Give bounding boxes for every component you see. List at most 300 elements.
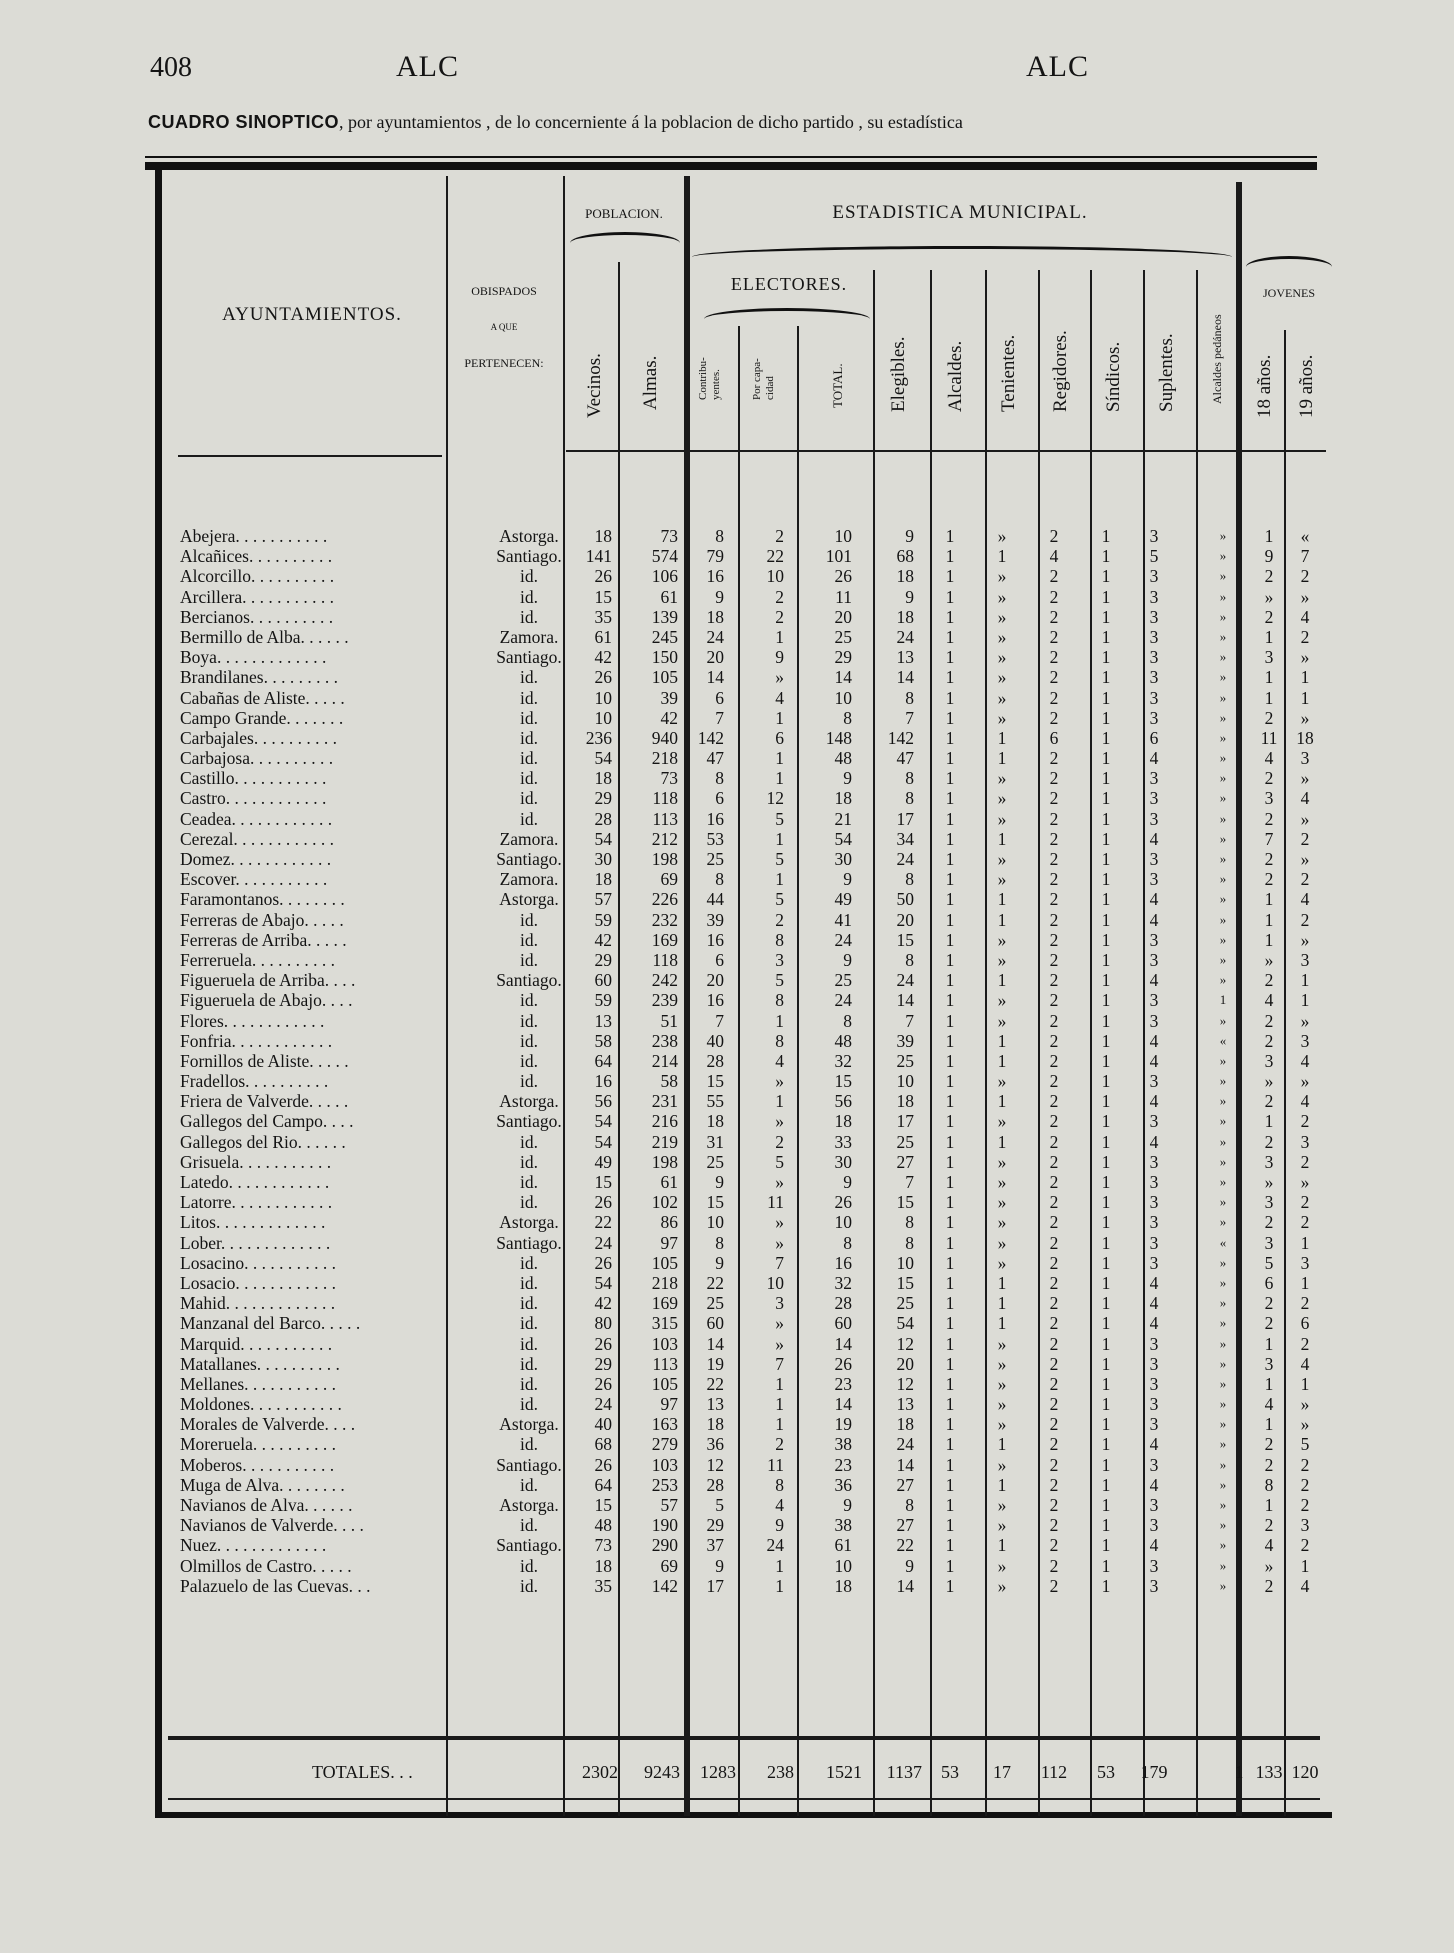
- elegibles: 9: [905, 586, 914, 607]
- alcaldes-pedaneos: »: [1219, 1396, 1227, 1412]
- municipality-name: Nuez. . . . . . . . . . . . .: [180, 1535, 327, 1556]
- contribuyentes: 13: [706, 1394, 724, 1415]
- almas: 97: [660, 1232, 678, 1253]
- regidores: 2: [1049, 1333, 1059, 1354]
- regidores: 2: [1049, 1575, 1059, 1596]
- suplentes: 4: [1149, 970, 1159, 991]
- por-capacidad: 1: [775, 1373, 784, 1394]
- elegibles: 27: [896, 1474, 914, 1495]
- municipality-name: Faramontanos. . . . . . . .: [180, 889, 345, 910]
- vecinos: 59: [594, 990, 612, 1011]
- municipality-name: Matallanes. . . . . . . . . .: [180, 1353, 340, 1374]
- municipality-name: Losacio. . . . . . . . . . . .: [180, 1272, 337, 1293]
- almas: 242: [651, 970, 678, 991]
- almas: 232: [651, 909, 678, 930]
- suplentes: 3: [1149, 1252, 1159, 1273]
- elegibles: 68: [896, 546, 914, 567]
- header-obispados-1: OBISPADOS: [471, 284, 537, 298]
- table-row: [172, 910, 1332, 930]
- tenientes: 1: [997, 1272, 1007, 1293]
- municipality-name: Escover. . . . . . . . . . .: [180, 869, 328, 890]
- alcaldes: 1: [945, 1373, 955, 1394]
- vecinos: 10: [594, 687, 612, 708]
- tenientes: »: [997, 526, 1007, 546]
- jovenes-18: 8: [1264, 1474, 1274, 1495]
- table-row: [172, 869, 1332, 889]
- electores-total: 14: [834, 667, 852, 688]
- almas: 940: [651, 727, 678, 748]
- jovenes-18: 1: [1264, 667, 1274, 688]
- almas: 103: [651, 1454, 678, 1475]
- table-row: [172, 1354, 1332, 1374]
- tenientes: »: [997, 1575, 1007, 1596]
- por-capacidad: 8: [775, 929, 784, 950]
- table-row: [172, 1394, 1332, 1414]
- header-19-anos: 19 años.: [1296, 354, 1317, 418]
- municipality-name: Arcillera. . . . . . . . . . .: [180, 586, 335, 607]
- sindicos: 1: [1101, 1071, 1111, 1092]
- tenientes: »: [997, 687, 1007, 708]
- table-row: [172, 1556, 1332, 1576]
- table-row: [172, 1192, 1332, 1212]
- jovenes-19: 2: [1300, 626, 1310, 647]
- contribuyentes: 20: [706, 970, 724, 991]
- electores-total: 18: [834, 788, 852, 809]
- jovenes-18: 2: [1264, 1575, 1274, 1596]
- suplentes: 3: [1149, 687, 1159, 708]
- por-capacidad: 1: [775, 1010, 784, 1031]
- contribuyentes: 25: [706, 1151, 724, 1172]
- por-capacidad: 1: [775, 1091, 784, 1112]
- obispado: id.: [520, 788, 538, 809]
- alcaldes-pedaneos: »: [1219, 709, 1227, 725]
- table-row: [172, 1475, 1332, 1495]
- obispado: Santiago.: [496, 1232, 562, 1253]
- suplentes: 3: [1149, 606, 1159, 627]
- alcaldes-pedaneos: »: [1219, 1537, 1227, 1553]
- contribuyentes: 9: [715, 1252, 724, 1273]
- jovenes-18: 2: [1264, 1091, 1274, 1112]
- municipality-name: Morales de Valverde. . . .: [180, 1414, 356, 1435]
- table-row: [172, 849, 1332, 869]
- contribuyentes: 16: [706, 929, 724, 950]
- electores-total: 36: [834, 1474, 852, 1495]
- table-row: [172, 1152, 1332, 1172]
- obispado: id.: [520, 1555, 538, 1576]
- sindicos: 1: [1101, 1010, 1111, 1031]
- jovenes-18: 3: [1264, 647, 1274, 668]
- jovenes-19: »: [1300, 1414, 1310, 1435]
- contribuyentes: 29: [706, 1515, 724, 1536]
- total-elegibles: 1137: [886, 1762, 922, 1782]
- jovenes-19: »: [1300, 586, 1310, 607]
- sindicos: 1: [1101, 1151, 1111, 1172]
- table-row: [172, 1434, 1332, 1454]
- por-capacidad: »: [775, 1212, 784, 1233]
- jovenes-19: 2: [1300, 909, 1310, 930]
- alcaldes-pedaneos: »: [1219, 1416, 1227, 1432]
- header-contribuyentes-1: Contribu-: [697, 357, 709, 400]
- vecinos: 61: [594, 626, 612, 647]
- tenientes: 1: [997, 1293, 1007, 1314]
- vecinos: 26: [594, 1252, 612, 1273]
- table-title-rest: , por ayuntamientos , de lo concerniente á la poblacion de dicho partido , su estadística: [339, 112, 963, 132]
- tenientes: 1: [997, 1434, 1007, 1455]
- contribuyentes: 22: [706, 1272, 724, 1293]
- obispado: id.: [520, 1151, 538, 1172]
- jovenes-18: 2: [1264, 849, 1274, 869]
- vecinos: 30: [594, 849, 612, 869]
- header-capacidad-1: Por capa-: [751, 358, 763, 400]
- jovenes-19: 1: [1300, 1373, 1310, 1394]
- table-row: [172, 1535, 1332, 1555]
- vecinos: 18: [594, 768, 612, 789]
- regidores: 2: [1049, 1434, 1059, 1455]
- alcaldes-pedaneos: »: [1219, 1153, 1227, 1169]
- tenientes: »: [997, 869, 1007, 890]
- alcaldes-pedaneos: »: [1219, 1375, 1227, 1391]
- obispado: id.: [520, 1050, 538, 1071]
- municipality-name: Domez. . . . . . . . . . . .: [180, 849, 332, 869]
- electores-total: 26: [834, 1192, 852, 1213]
- electores-total: 9: [843, 768, 852, 789]
- contribuyentes: 19: [706, 1353, 724, 1374]
- electores-total: 10: [834, 526, 852, 546]
- vecinos: 80: [594, 1313, 612, 1334]
- jovenes-19: 1: [1300, 1272, 1310, 1293]
- jovenes-19: 3: [1300, 949, 1310, 970]
- por-capacidad: »: [775, 1232, 784, 1253]
- por-capacidad: 2: [775, 1131, 784, 1152]
- tenientes: »: [997, 647, 1007, 668]
- jovenes-18: 3: [1264, 1050, 1274, 1071]
- vecinos: 64: [594, 1474, 612, 1495]
- header-estadistica: ESTADISTICA MUNICIPAL.: [832, 202, 1088, 223]
- almas: 105: [651, 1373, 678, 1394]
- jovenes-18: 1: [1264, 626, 1274, 647]
- sindicos: 1: [1101, 1232, 1111, 1253]
- tenientes: »: [997, 626, 1007, 647]
- jovenes-18: 1: [1264, 889, 1274, 910]
- jovenes-19: 5: [1300, 1434, 1310, 1455]
- alcaldes: 1: [945, 606, 955, 627]
- tenientes: »: [997, 1373, 1007, 1394]
- almas: 226: [651, 889, 678, 910]
- alcaldes-pedaneos: »: [1219, 628, 1227, 644]
- tenientes: 1: [997, 1030, 1007, 1051]
- elegibles: 10: [896, 1252, 914, 1273]
- total-tenientes: 17: [993, 1762, 1011, 1782]
- jovenes-19: »: [1300, 1394, 1310, 1415]
- municipality-name: Litos. . . . . . . . . . . . .: [180, 1212, 326, 1233]
- por-capacidad: 1: [775, 707, 784, 728]
- regidores: 4: [1049, 546, 1059, 567]
- por-capacidad: 1: [775, 1555, 784, 1576]
- jovenes-18: 11: [1260, 727, 1278, 748]
- elegibles: 54: [896, 1313, 914, 1334]
- almas: 102: [651, 1192, 678, 1213]
- jovenes-18: 2: [1264, 606, 1274, 627]
- contribuyentes: 9: [715, 586, 724, 607]
- jovenes-19: 2: [1300, 1454, 1310, 1475]
- suplentes: 3: [1149, 1495, 1159, 1515]
- table-row: [172, 1212, 1332, 1232]
- header-obispados-3: PERTENECEN:: [464, 356, 544, 370]
- suplentes: 3: [1149, 1555, 1159, 1576]
- elegibles: 13: [896, 1394, 914, 1415]
- regidores: 2: [1049, 1232, 1059, 1253]
- almas: 245: [651, 626, 678, 647]
- electores-total: 23: [834, 1373, 852, 1394]
- contribuyentes: 47: [706, 748, 724, 769]
- table-row: [172, 1374, 1332, 1394]
- table-row: [172, 889, 1332, 909]
- jovenes-18: 2: [1264, 1434, 1274, 1455]
- contribuyentes: 18: [706, 1111, 724, 1132]
- contribuyentes: 28: [706, 1050, 724, 1071]
- jovenes-19: »: [1300, 1010, 1310, 1031]
- alcaldes: 1: [945, 667, 955, 688]
- por-capacidad: 5: [775, 808, 784, 829]
- regidores: 2: [1049, 869, 1059, 890]
- tenientes: »: [997, 990, 1007, 1011]
- por-capacidad: 9: [775, 1515, 784, 1536]
- regidores: 2: [1049, 1192, 1059, 1213]
- almas: 118: [652, 788, 678, 809]
- jovenes-19: 2: [1300, 1495, 1310, 1515]
- vecinos: 58: [594, 1030, 612, 1051]
- suplentes: 3: [1149, 1212, 1159, 1233]
- elegibles: 18: [896, 606, 914, 627]
- table-row: [172, 587, 1332, 607]
- alcaldes-pedaneos: »: [1219, 830, 1227, 846]
- sindicos: 1: [1101, 929, 1111, 950]
- header-jovenes: JOVENES: [1262, 286, 1315, 300]
- alcaldes: 1: [945, 1293, 955, 1314]
- alcaldes: 1: [945, 1091, 955, 1112]
- suplentes: 3: [1149, 1071, 1159, 1092]
- municipality-name: Fornillos de Aliste. . . . .: [180, 1050, 349, 1071]
- header-poblacion: POBLACION.: [585, 206, 663, 221]
- municipality-name: Navianos de Alva. . . . . .: [180, 1495, 353, 1515]
- vecinos: 68: [594, 1434, 612, 1455]
- alcaldes: 1: [945, 1272, 955, 1293]
- sindicos: 1: [1101, 1091, 1111, 1112]
- sindicos: 1: [1101, 949, 1111, 970]
- municipality-name: Campo Grande. . . . . . .: [180, 707, 344, 728]
- jovenes-18: 3: [1264, 1151, 1274, 1172]
- municipality-name: Ferreruela. . . . . . . . . .: [180, 949, 336, 970]
- electores-total: 48: [834, 748, 852, 769]
- rule-header-data: [566, 450, 1326, 452]
- elegibles: 14: [896, 990, 914, 1011]
- suplentes: 4: [1149, 909, 1159, 930]
- suplentes: 4: [1149, 1313, 1159, 1334]
- alcaldes-pedaneos: »: [1219, 1113, 1227, 1129]
- regidores: 2: [1049, 1071, 1059, 1092]
- rule-totals-top: [168, 1736, 1320, 1740]
- sindicos: 1: [1101, 1474, 1111, 1495]
- jovenes-19: 4: [1300, 1050, 1310, 1071]
- header-vecinos: Vecinos.: [584, 353, 605, 418]
- contribuyentes: 15: [706, 1071, 724, 1092]
- obispado: Santiago.: [496, 1535, 562, 1556]
- jovenes-19: 2: [1300, 828, 1310, 849]
- table-row: [172, 970, 1332, 990]
- suplentes: 3: [1149, 768, 1159, 789]
- electores-total: 28: [834, 1293, 852, 1314]
- tenientes: »: [997, 1454, 1007, 1475]
- tenientes: »: [997, 1212, 1007, 1233]
- vecinos: 29: [594, 788, 612, 809]
- vecinos: 60: [594, 970, 612, 991]
- obispado: Zamora.: [499, 828, 559, 849]
- alcaldes-pedaneos: »: [1219, 951, 1227, 967]
- jovenes-19: 2: [1300, 869, 1310, 890]
- tenientes: 1: [997, 1050, 1007, 1071]
- almas: 150: [651, 647, 678, 668]
- obispado: id.: [520, 1333, 538, 1354]
- tenientes: »: [997, 586, 1007, 607]
- vecinos: 15: [594, 1172, 612, 1192]
- vecinos: 42: [594, 647, 612, 668]
- municipality-name: Carbajosa. . . . . . . . . .: [180, 748, 334, 769]
- jovenes-19: 6: [1300, 1313, 1310, 1334]
- suplentes: 3: [1149, 1515, 1159, 1536]
- total-almas: 9243: [644, 1762, 680, 1782]
- por-capacidad: 8: [775, 1030, 784, 1051]
- obispado: Santiago.: [496, 1111, 562, 1132]
- jovenes-18: 2: [1264, 707, 1274, 728]
- obispado: id.: [520, 748, 538, 769]
- total-suplentes: 179: [1140, 1762, 1168, 1782]
- regidores: 6: [1049, 727, 1059, 748]
- regidores: 2: [1049, 1293, 1059, 1314]
- regidores: 2: [1049, 1353, 1059, 1374]
- almas: 190: [651, 1515, 678, 1536]
- electores-total: 101: [825, 546, 852, 567]
- electores-total: 21: [834, 808, 852, 829]
- alcaldes: 1: [945, 1555, 955, 1576]
- por-capacidad: »: [775, 1333, 784, 1354]
- tenientes: »: [997, 606, 1007, 627]
- suplentes: 3: [1149, 990, 1159, 1011]
- table-row: [172, 1071, 1332, 1091]
- municipality-name: Abejera. . . . . . . . . . .: [180, 526, 328, 546]
- jovenes-18: 1: [1264, 1414, 1274, 1435]
- header-18-anos: 18 años.: [1254, 354, 1275, 418]
- municipality-name: Figueruela de Abajo. . . .: [180, 990, 353, 1011]
- elegibles: 24: [896, 970, 914, 991]
- por-capacidad: »: [775, 1071, 784, 1092]
- municipality-name: Fradellos. . . . . . . . . .: [180, 1071, 329, 1092]
- por-capacidad: 4: [775, 687, 784, 708]
- obispado: Zamora.: [499, 626, 559, 647]
- municipality-name: Losacino. . . . . . . . . . .: [180, 1252, 337, 1273]
- municipality-name: Muga de Alva. . . . . . . .: [180, 1474, 345, 1495]
- por-capacidad: 11: [767, 1192, 784, 1213]
- regidores: 2: [1049, 1172, 1059, 1192]
- contribuyentes: 10: [706, 1212, 724, 1233]
- jovenes-18: 2: [1264, 566, 1274, 587]
- por-capacidad: 4: [775, 1495, 784, 1515]
- tenientes: »: [997, 1232, 1007, 1253]
- table-row: [172, 1111, 1332, 1131]
- sindicos: 1: [1101, 526, 1111, 546]
- alcaldes: 1: [945, 1495, 955, 1515]
- alcaldes-pedaneos: »: [1219, 1073, 1227, 1089]
- header-almas: Almas.: [640, 355, 661, 410]
- sindicos: 1: [1101, 1515, 1111, 1536]
- regidores: 2: [1049, 687, 1059, 708]
- sindicos: 1: [1101, 1030, 1111, 1051]
- regidores: 2: [1049, 849, 1059, 869]
- header-electores: ELECTORES.: [730, 274, 848, 294]
- tenientes: »: [997, 788, 1007, 809]
- jovenes-19: 2: [1300, 1192, 1310, 1213]
- tenientes: »: [997, 1333, 1007, 1354]
- municipality-name: Boya. . . . . . . . . . . . .: [180, 647, 327, 668]
- por-capacidad: 4: [775, 1050, 784, 1071]
- municipality-name: Figueruela de Arriba. . . .: [180, 970, 356, 991]
- tenientes: 1: [997, 1091, 1007, 1112]
- municipality-name: Brandilanes. . . . . . . . .: [180, 667, 338, 688]
- total-pedaneos: 1: [1234, 1762, 1244, 1782]
- sindicos: 1: [1101, 1111, 1111, 1132]
- alcaldes-pedaneos: »: [1219, 790, 1227, 806]
- vecinos: 18: [594, 869, 612, 890]
- tenientes: 1: [997, 748, 1007, 769]
- jovenes-18: 2: [1264, 1293, 1274, 1314]
- jovenes-18: »: [1264, 949, 1274, 970]
- por-capacidad: »: [775, 1111, 784, 1132]
- por-capacidad: »: [775, 667, 784, 688]
- por-capacidad: 9: [775, 647, 784, 668]
- regidores: 2: [1049, 808, 1059, 829]
- alcaldes: 1: [945, 1515, 955, 1536]
- por-capacidad: 10: [766, 1272, 784, 1293]
- almas: 58: [660, 1071, 678, 1092]
- alcaldes: 1: [945, 586, 955, 607]
- por-capacidad: 8: [775, 990, 784, 1011]
- por-capacidad: 6: [775, 727, 784, 748]
- regidores: 2: [1049, 929, 1059, 950]
- jovenes-19: 2: [1300, 1111, 1310, 1132]
- municipality-name: Palazuelo de las Cuevas. . .: [180, 1575, 371, 1596]
- obispado: id.: [520, 1394, 538, 1415]
- elegibles: 22: [896, 1535, 914, 1556]
- almas: 113: [652, 1353, 678, 1374]
- table-row: [172, 748, 1332, 768]
- obispado: id.: [520, 1373, 538, 1394]
- obispado: id.: [520, 1252, 538, 1273]
- contribuyentes: 28: [706, 1474, 724, 1495]
- sindicos: 1: [1101, 990, 1111, 1011]
- electores-total: 18: [834, 1111, 852, 1132]
- suplentes: 3: [1149, 1192, 1159, 1213]
- jovenes-19: 1: [1300, 687, 1310, 708]
- obispado: Santiago.: [496, 849, 562, 869]
- alcaldes-pedaneos: »: [1219, 1093, 1227, 1109]
- jovenes-18: 1: [1264, 1333, 1274, 1354]
- sindicos: 1: [1101, 889, 1111, 910]
- sindicos: 1: [1101, 1414, 1111, 1435]
- alcaldes-pedaneos: »: [1219, 931, 1227, 947]
- por-capacidad: 3: [775, 949, 784, 970]
- jovenes-19: 18: [1296, 727, 1314, 748]
- jovenes-19: »: [1300, 808, 1310, 829]
- rule-totals-bottom: [168, 1798, 1320, 1800]
